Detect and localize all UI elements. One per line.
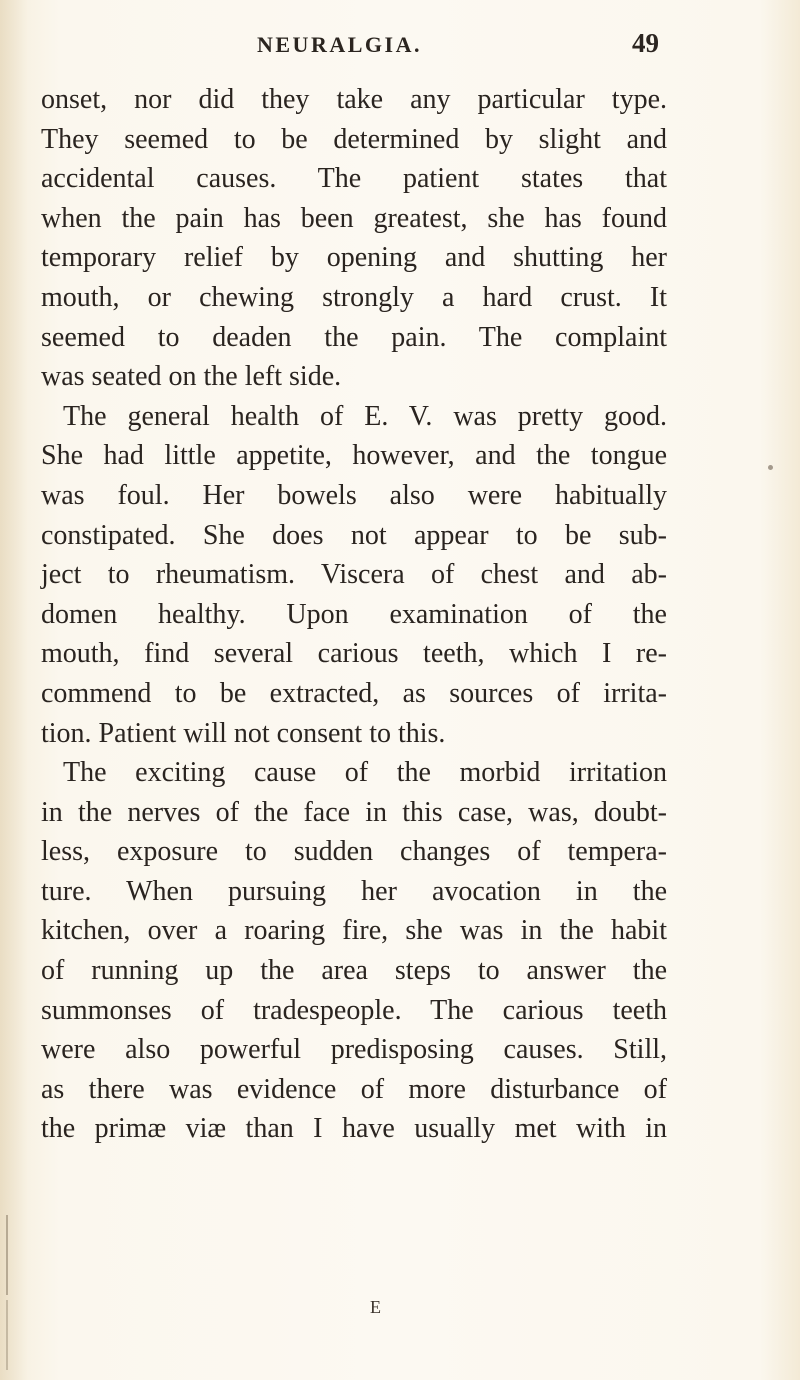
text-line: ture. When pursuing her avocation in the [41,875,667,907]
text-line: The general health of E. V. was pretty good. [63,400,667,432]
text-line: mouth, find several carious teeth, which I re- [41,638,667,670]
text-line: less, exposure to sudden changes of tempera- [41,836,667,868]
text-line: seemed to deaden the pain. The complaint [41,321,667,353]
text-line: when the pain has been greatest, she has found [41,202,667,234]
page-number: 49 [632,28,659,58]
text-line: domen healthy. Upon examination of the [41,598,667,630]
text-line: in the nerves of the face in this case, was, doubt- [41,796,667,828]
text-line: onset, nor did they take any particular type. [41,84,667,115]
text-line: ject to rheumatism. Viscera of chest and ab- [41,559,667,591]
text-line: summonses of tradespeople. The carious teeth [41,994,667,1026]
text-line: of running up the area steps to answer the [41,955,667,987]
text-line: was foul. Her bowels also were habitually [41,479,667,511]
body-text [41,80,667,1149]
text-line: temporary relief by opening and shutting her [41,242,667,274]
margin-dot [768,465,773,470]
text-line: commend to be extracted, as sources of irrita- [41,677,667,709]
running-head-title: NEURALGIA. [257,32,422,57]
left-margin-rule [6,1215,8,1295]
text-line: were also powerful predisposing causes. Still, [41,1034,667,1066]
text-line: mouth, or chewing strongly a hard crust. It [41,281,667,313]
text-line: the primæ viæ than I have usually met with in [41,1113,667,1145]
text-line: The exciting cause of the morbid irritation [63,757,667,789]
text-line: They seemed to be determined by slight and [41,123,667,155]
page-gutter-shadow [0,0,28,1380]
text-line: kitchen, over a roaring fire, she was in the habit [41,915,667,947]
text-line: tion. Patient will not consent to this. [41,717,446,749]
text-line: as there was evidence of more disturbance of [41,1073,667,1105]
text-line: accidental causes. The patient states that [41,163,667,195]
text-line: constipated. She does not appear to be sub- [41,519,667,551]
text-line: She had little appetite, however, and the tongue [41,440,667,472]
text-line: was seated on the left side. [41,361,342,393]
running-head [0,28,800,68]
signature-letter: E [370,1297,382,1317]
signature-mark [0,1297,800,1318]
